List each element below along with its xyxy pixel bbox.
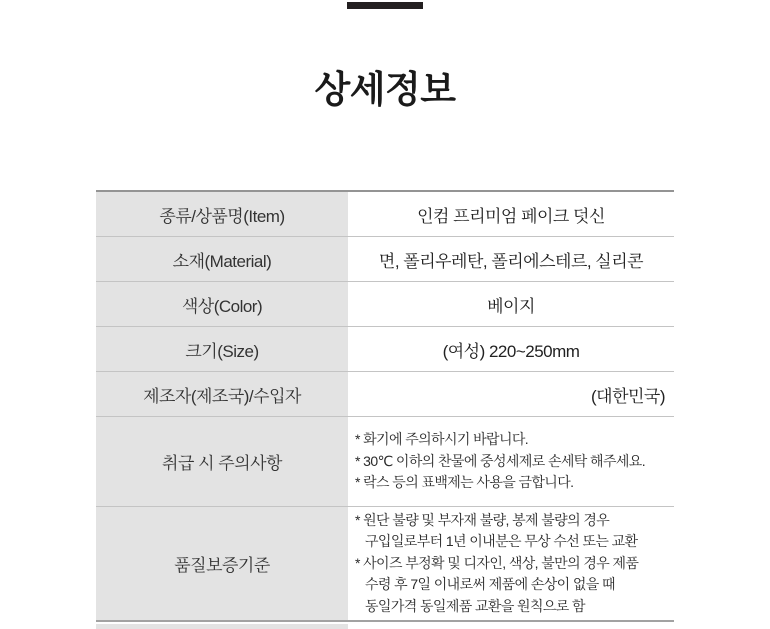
note-line-continuation: 동일가격 동일제품 교환을 원칙으로 함 (365, 597, 585, 614)
table-row-material (96, 237, 674, 282)
note-line-continuation: 수령 후 7일 이내로써 제품에 손상이 없을 때 (365, 576, 615, 593)
table-row-manufacturer (96, 372, 674, 417)
row-value: 면, 폴리우레탄, 폴리에스테르, 실리콘 (348, 237, 674, 281)
row-value: 인컴 프리미엄 페이크 덧신 (348, 192, 674, 236)
note-line-continuation: 구입일로부터 1년 이내분은 무상 수선 또는 교환 (365, 533, 638, 550)
table-row-size (96, 327, 674, 372)
section-accent-bar (347, 2, 423, 9)
page-title: 상세정보 (314, 69, 456, 110)
note-line: * 원단 불량 및 부자재 불량, 봉제 불량의 경우 (355, 511, 610, 528)
note-line: * 사이즈 부정확 및 디자인, 색상, 불만의 경우 제품 (355, 554, 639, 571)
row-label: 품질보증기준 (96, 507, 348, 620)
row-label: 색상(Color) (96, 282, 348, 326)
table-row-quality-warranty (96, 507, 674, 620)
note-line: * 화기에 주의하시기 바랍니다. (355, 431, 529, 448)
row-label: 크기(Size) (96, 327, 348, 371)
note-line: * 30℃ 이하의 찬물에 중성세제로 손세탁 해주세요. (355, 452, 646, 469)
table-row-item (96, 192, 674, 237)
row-value: 베이지 (348, 282, 674, 326)
row-value: (대한민국) (348, 372, 674, 416)
row-label: 종류/상품명(Item) (96, 192, 348, 236)
table-row-handling-precautions (96, 417, 674, 507)
table-row-color (96, 282, 674, 327)
row-label: 소재(Material) (96, 237, 348, 281)
row-label: 제조자(제조국)/수입자 (96, 372, 348, 416)
row-value: (여성) 220~250mm (348, 327, 674, 371)
truncated-next-row-cell (96, 624, 348, 629)
note-line: * 락스 등의 표백제는 사용을 금합니다. (355, 474, 574, 491)
row-label: 취급 시 주의사항 (96, 417, 348, 506)
row-value-notes (348, 417, 674, 506)
product-info-table (96, 190, 674, 622)
row-value-notes (348, 507, 674, 620)
